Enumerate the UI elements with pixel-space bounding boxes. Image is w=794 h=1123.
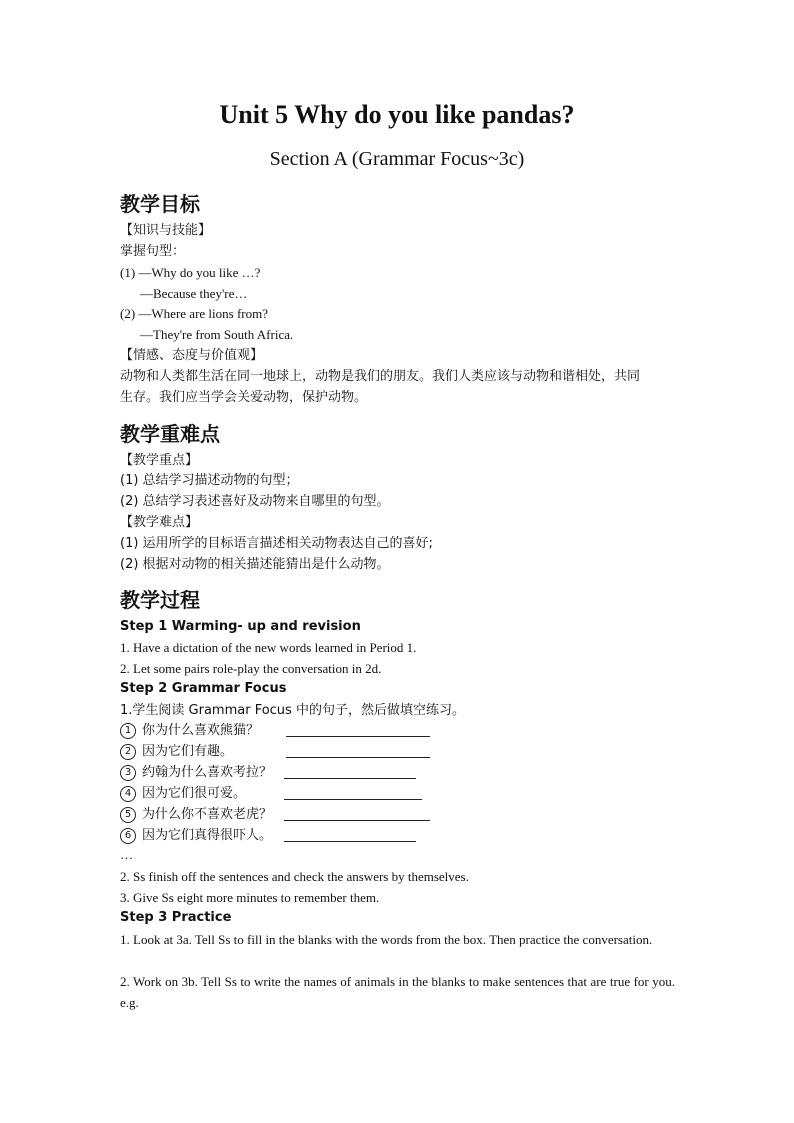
document-title: Unit 5 Why do you like pandas? [219, 100, 575, 129]
exercise-text: 因为它们有趣。 [142, 744, 234, 759]
step3-item-2: 2. Work on 3b. Tell Ss to write the names of animals in the blanks to make sentences that are true for you. e.g. [120, 974, 675, 1010]
key-points-heading: 教学重难点 [120, 422, 220, 446]
exercise-3 [120, 764, 272, 782]
pattern2-answer: —They're from South Africa. [140, 327, 294, 342]
exercise-6 [120, 827, 272, 845]
step2-item-1: 1.学生阅读 Grammar Focus 中的句子，然后做填空练习。 [120, 703, 465, 718]
exercise-text: 因为它们真得很吓人。 [142, 828, 273, 843]
focus-item-1: (1) 总结学习描述动物的句型； [120, 473, 299, 488]
difficulty-item-1: (1) 运用所学的目标语言描述相关动物表达自己的喜好; [120, 536, 433, 551]
process-heading: 教学过程 [120, 588, 200, 612]
number-circle: 5 [120, 807, 136, 823]
difficulty-label: 【教学难点】 [120, 515, 199, 530]
focus-label: 【教学重点】 [120, 453, 199, 468]
step3-title: Step 3 Practice [120, 910, 232, 925]
step3-item-1: 1. Look at 3a. Tell Ss to fill in the blanks with the words from the box. Then practice the conversation. [120, 932, 653, 947]
step1-title: Step 1 Warming- up and revision [120, 619, 361, 634]
pattern2-question: (2) —Where are lions from? [120, 306, 268, 321]
step1-item-1: 1. Have a dictation of the new words learned in Period 1. [120, 640, 417, 655]
step2-item-2: 2. Ss finish off the sentences and check the answers by themselves. [120, 869, 469, 884]
exercise-text: 约翰为什么喜欢考拉？ [142, 765, 273, 780]
knowledge-label: 【知识与技能】 [120, 223, 212, 238]
emotion-text-line1: 动物和人类都生活在同一地球上，动物是我们的朋友。我们人类应该与动物和谐相处，共同 [120, 369, 641, 384]
answer-blank [284, 806, 430, 821]
focus-item-2: (2) 总结学习表述喜好及动物来自哪里的句型。 [120, 494, 390, 509]
difficulty-item-2: (2) 根据对动物的相关描述能猜出是什么动物。 [120, 557, 390, 572]
exercise-4 [120, 785, 246, 803]
answer-blank [284, 764, 416, 779]
number-circle: 1 [120, 723, 136, 739]
number-circle: 4 [120, 786, 136, 802]
ellipsis: … [120, 847, 133, 862]
exercise-5 [120, 806, 272, 824]
number-circle: 6 [120, 828, 136, 844]
number-circle: 3 [120, 765, 136, 781]
exercise-text: 为什么你不喜欢老虎？ [142, 807, 273, 822]
answer-blank [284, 827, 416, 842]
exercise-text: 你为什么喜欢熊猫？ [142, 723, 260, 738]
step2-title: Step 2 Grammar Focus [120, 681, 287, 696]
answer-blank [286, 743, 430, 758]
answer-blank [286, 722, 430, 737]
answer-blank [284, 785, 422, 800]
step1-item-2: 2. Let some pairs role-play the conversation in 2d. [120, 661, 382, 676]
emotion-label: 【情感、态度与价值观】 [120, 348, 264, 363]
pattern1-question: (1) —Why do you like …? [120, 265, 261, 280]
emotion-text-line2: 生存。我们应当学会关爱动物，保护动物。 [120, 390, 368, 405]
master-label: 掌握句型： [120, 244, 186, 259]
document-subtitle: Section A (Grammar Focus~3c) [269, 148, 525, 170]
number-circle: 2 [120, 744, 136, 760]
exercise-2 [120, 743, 233, 761]
objectives-heading: 教学目标 [120, 192, 200, 216]
exercise-text: 因为它们很可爱。 [142, 786, 247, 801]
pattern1-answer: —Because they're… [140, 286, 248, 301]
exercise-1 [120, 722, 259, 740]
step2-item-3: 3. Give Ss eight more minutes to remember them. [120, 890, 380, 905]
